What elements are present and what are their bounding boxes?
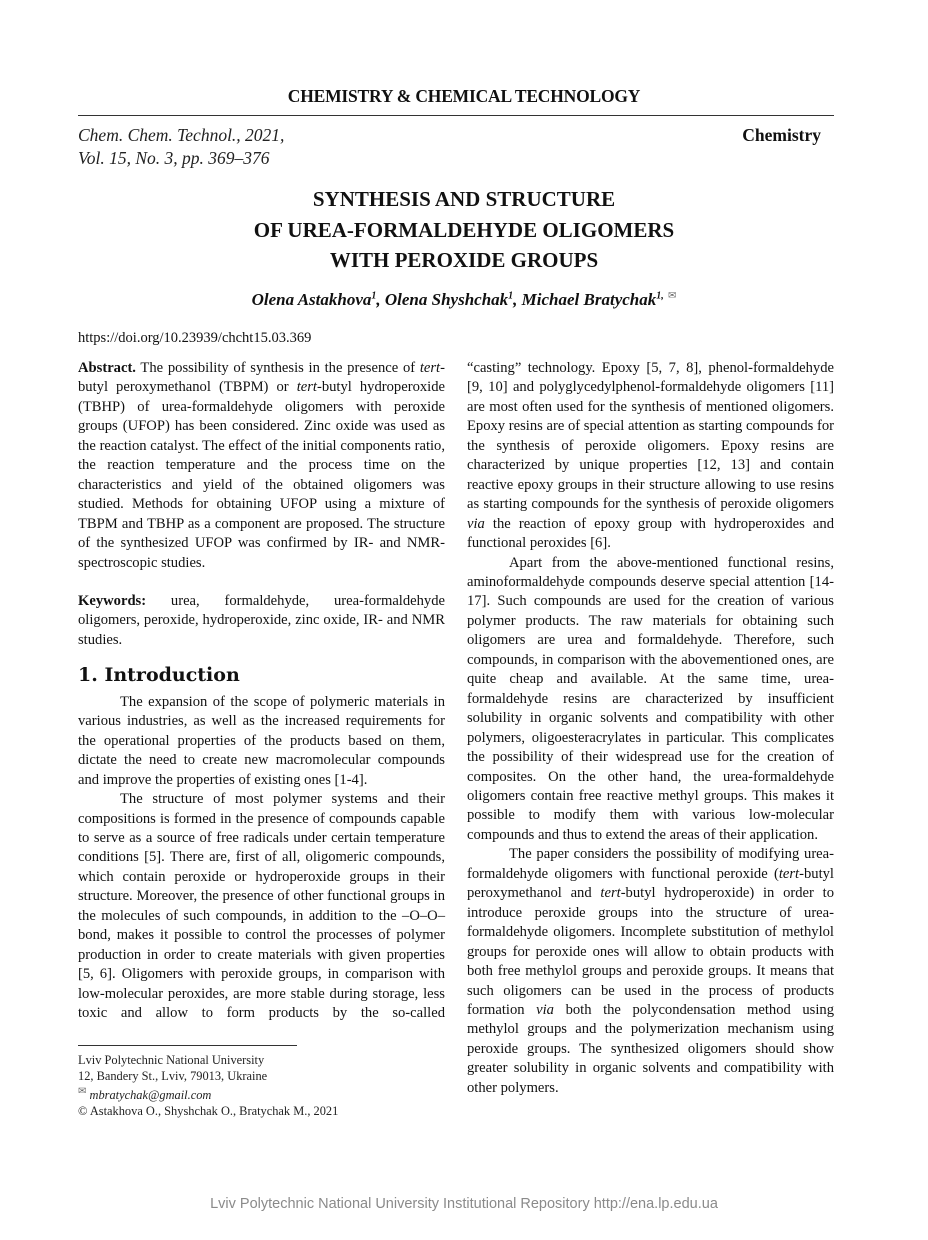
abstract-text: The possibility of synthesis in the presence of bbox=[135, 360, 420, 376]
footnote bbox=[78, 1053, 338, 1120]
citation bbox=[78, 124, 284, 170]
section-label: Chemistry bbox=[742, 125, 821, 145]
affiliation-mark: 1, bbox=[656, 290, 664, 302]
abstract-text: -butyl hydroperoxide (TBHP) of urea-formaldehyde oligomers with peroxide groups (UFOP) has been considered. Zinc oxide was used as the reaction catalyst. The effect of the initial components ratio, the reaction temperature and the process time on the characteristics and yield of the obtained oligomers was studied. Methods for obtaining UFOP using a mixture of TBPM and TBHP as a component are proposed. The structure of the synthesized UFOP was confirmed by IR- and NMR-spectroscopic studies. bbox=[78, 379, 445, 571]
paragraph: Apart from the above-mentioned functional resins, aminoformaldehyde compounds deserve special attention [14-17]. Such compounds are used for the creation of various polymer products. The raw materials for obtaining such oligomers are urea and formaldehyde. Therefore, such compounds, in comparison with the abovementioned ones, are quite cheap and available. At the same time, urea-formaldehyde resins are characterized by insufficient solubility in organic solvents and compatibility with other polymers, oligoesteracrylates in particular. This complicates the possibility of their widespread use for the creation of composites. On the other hand, the urea-formaldehyde oligomers contain free reactive methyl groups. This makes it possible to modify them with various low-molecular compounds and thus to extend the areas of their application. bbox=[467, 554, 834, 843]
author-list bbox=[0, 290, 928, 310]
title-line-3: WITH PEROXIDE GROUPS bbox=[329, 248, 599, 272]
keywords bbox=[78, 592, 445, 650]
citation-line-1: Chem. Chem. Technol., 2021, bbox=[78, 125, 285, 145]
doi-link[interactable]: https://doi.org/10.23939/chcht15.03.369 bbox=[78, 330, 312, 346]
footnote-address: 12, Bandery St., Lviv, 79013, Ukraine bbox=[78, 1068, 268, 1083]
envelope-icon: ✉ bbox=[668, 290, 677, 302]
footnote-email[interactable]: mbratychak@gmail.com bbox=[89, 1088, 212, 1103]
title-line-1: SYNTHESIS AND STRUCTURE bbox=[312, 187, 616, 211]
paragraph: The structure of most polymer systems and their compositions is formed in the presence of compounds capable to serve as a source of free radicals under certain temperature conditions [5]. There are, first of all, oligomeric compounds, which contain peroxide or hydroperoxide groups in their structure. Moreover, the presence of other functional groups in the molecules of such compounds, in addition to the –O–O– bond, makes it possible to control the processes of polymer production in order to create materials with given properties [5, 6]. Oligomers with peroxide groups, in comparison with low-molecular peroxides, are more stable during storage, less toxic and allow to form products by the so-called bbox=[78, 791, 445, 1022]
paragraph-text: -butyl peroxymethanol and bbox=[467, 865, 834, 902]
abstract-text: -butyl peroxymethanol (TBPM) or bbox=[78, 360, 445, 396]
title-line-2: OF UREA-FORMALDEHYDE OLIGOMERS bbox=[253, 217, 675, 242]
footnote-divider bbox=[78, 1045, 297, 1046]
repository-footer[interactable]: Lviv Polytechnic National University Institutional Repository http://ena.lp.edu.ua bbox=[210, 1196, 718, 1212]
section-heading-introduction: 1. Introduction bbox=[78, 664, 240, 687]
paragraph-italic: tert bbox=[600, 885, 621, 902]
keywords-label: Keywords: bbox=[78, 592, 147, 609]
footnote-copyright: © Astakhova O., Shyshchak O., Bratychak M., 2021 bbox=[78, 1103, 339, 1118]
author-separator: , bbox=[513, 290, 522, 309]
paragraph-text: -butyl hydroperoxide) in order to introduce peroxide groups into the structure of urea-formaldehyde oligomers. Incomplete substitution of methylol groups for peroxide ones will allow to obtain products with both free methylol groups and peroxide groups. It means that such oligomers can be used in the process of products formation bbox=[467, 885, 834, 1018]
affiliation-mark: 1 bbox=[371, 290, 377, 302]
author: Michael Bratychak bbox=[521, 290, 657, 309]
journal-name: CHEMISTRY & CHEMICAL TECHNOLOGY bbox=[287, 86, 641, 106]
footnote-institution: Lviv Polytechnic National University bbox=[78, 1053, 265, 1067]
article-title bbox=[0, 184, 928, 276]
right-column bbox=[467, 359, 834, 1098]
citation-line-2: Vol. 15, No. 3, pp. 369–376 bbox=[78, 148, 270, 168]
paragraph: The expansion of the scope of polymeric materials in various industries, as well as the increased requirements for the operational properties of the products based on them, dictate the need to create new macromolecular compounds and improve the properties of existing ones [1-4]. bbox=[78, 693, 445, 788]
left-column bbox=[78, 359, 445, 1043]
paragraph-italic: tert bbox=[778, 865, 800, 882]
paragraph-text: “casting” technology. Epoxy [5, 7, 8], phenol-formaldehyde [9, 10] and polyglycedylphenol-formaldehyde oligomers [11] are most often used for the synthesis of mentioned oligomers. Epoxy resins are of special attention as starting compounds for the synthesis of peroxide oligomers. Epoxy resins are characterized by unique properties [12, 13] and contain reactive epoxy groups in their structure allowing to use resins as starting compounds for the synthesis of peroxide oligomers bbox=[467, 360, 834, 513]
paragraph-text: the reaction of epoxy group with hydroperoxides and functional peroxides [6]. bbox=[467, 515, 834, 552]
abstract-italic: tert bbox=[419, 360, 441, 376]
paragraph-text: The paper considers the possibility of modifying urea-formaldehyde oligomers with functional peroxide ( bbox=[467, 846, 834, 882]
envelope-icon: ✉ bbox=[78, 1086, 87, 1098]
paragraph bbox=[467, 845, 834, 1098]
abstract-italic: tert bbox=[296, 379, 317, 396]
abstract-label: Abstract. bbox=[78, 360, 136, 376]
paragraph-text: both the polycondensation method using methylol groups and the polymerization mechanism using peroxide groups. The synthesized oligomers should show greater solubility in organic solvents and compatibility with other polymers. bbox=[467, 1001, 834, 1096]
affiliation-mark: 1 bbox=[508, 290, 514, 302]
author: Olena Shyshchak bbox=[384, 290, 509, 309]
paragraph-italic: via bbox=[467, 515, 485, 532]
header-divider bbox=[78, 115, 834, 116]
keywords-text: urea, formaldehyde, urea-formaldehyde oligomers, peroxide, hydroperoxide, zinc oxide, IR- and NMR studies. bbox=[78, 592, 445, 648]
paragraph-continued bbox=[467, 359, 834, 554]
author: Olena Astakhova bbox=[251, 290, 372, 309]
paragraph-italic: via bbox=[536, 1001, 554, 1018]
abstract bbox=[78, 359, 445, 573]
author-separator: , bbox=[376, 290, 385, 309]
